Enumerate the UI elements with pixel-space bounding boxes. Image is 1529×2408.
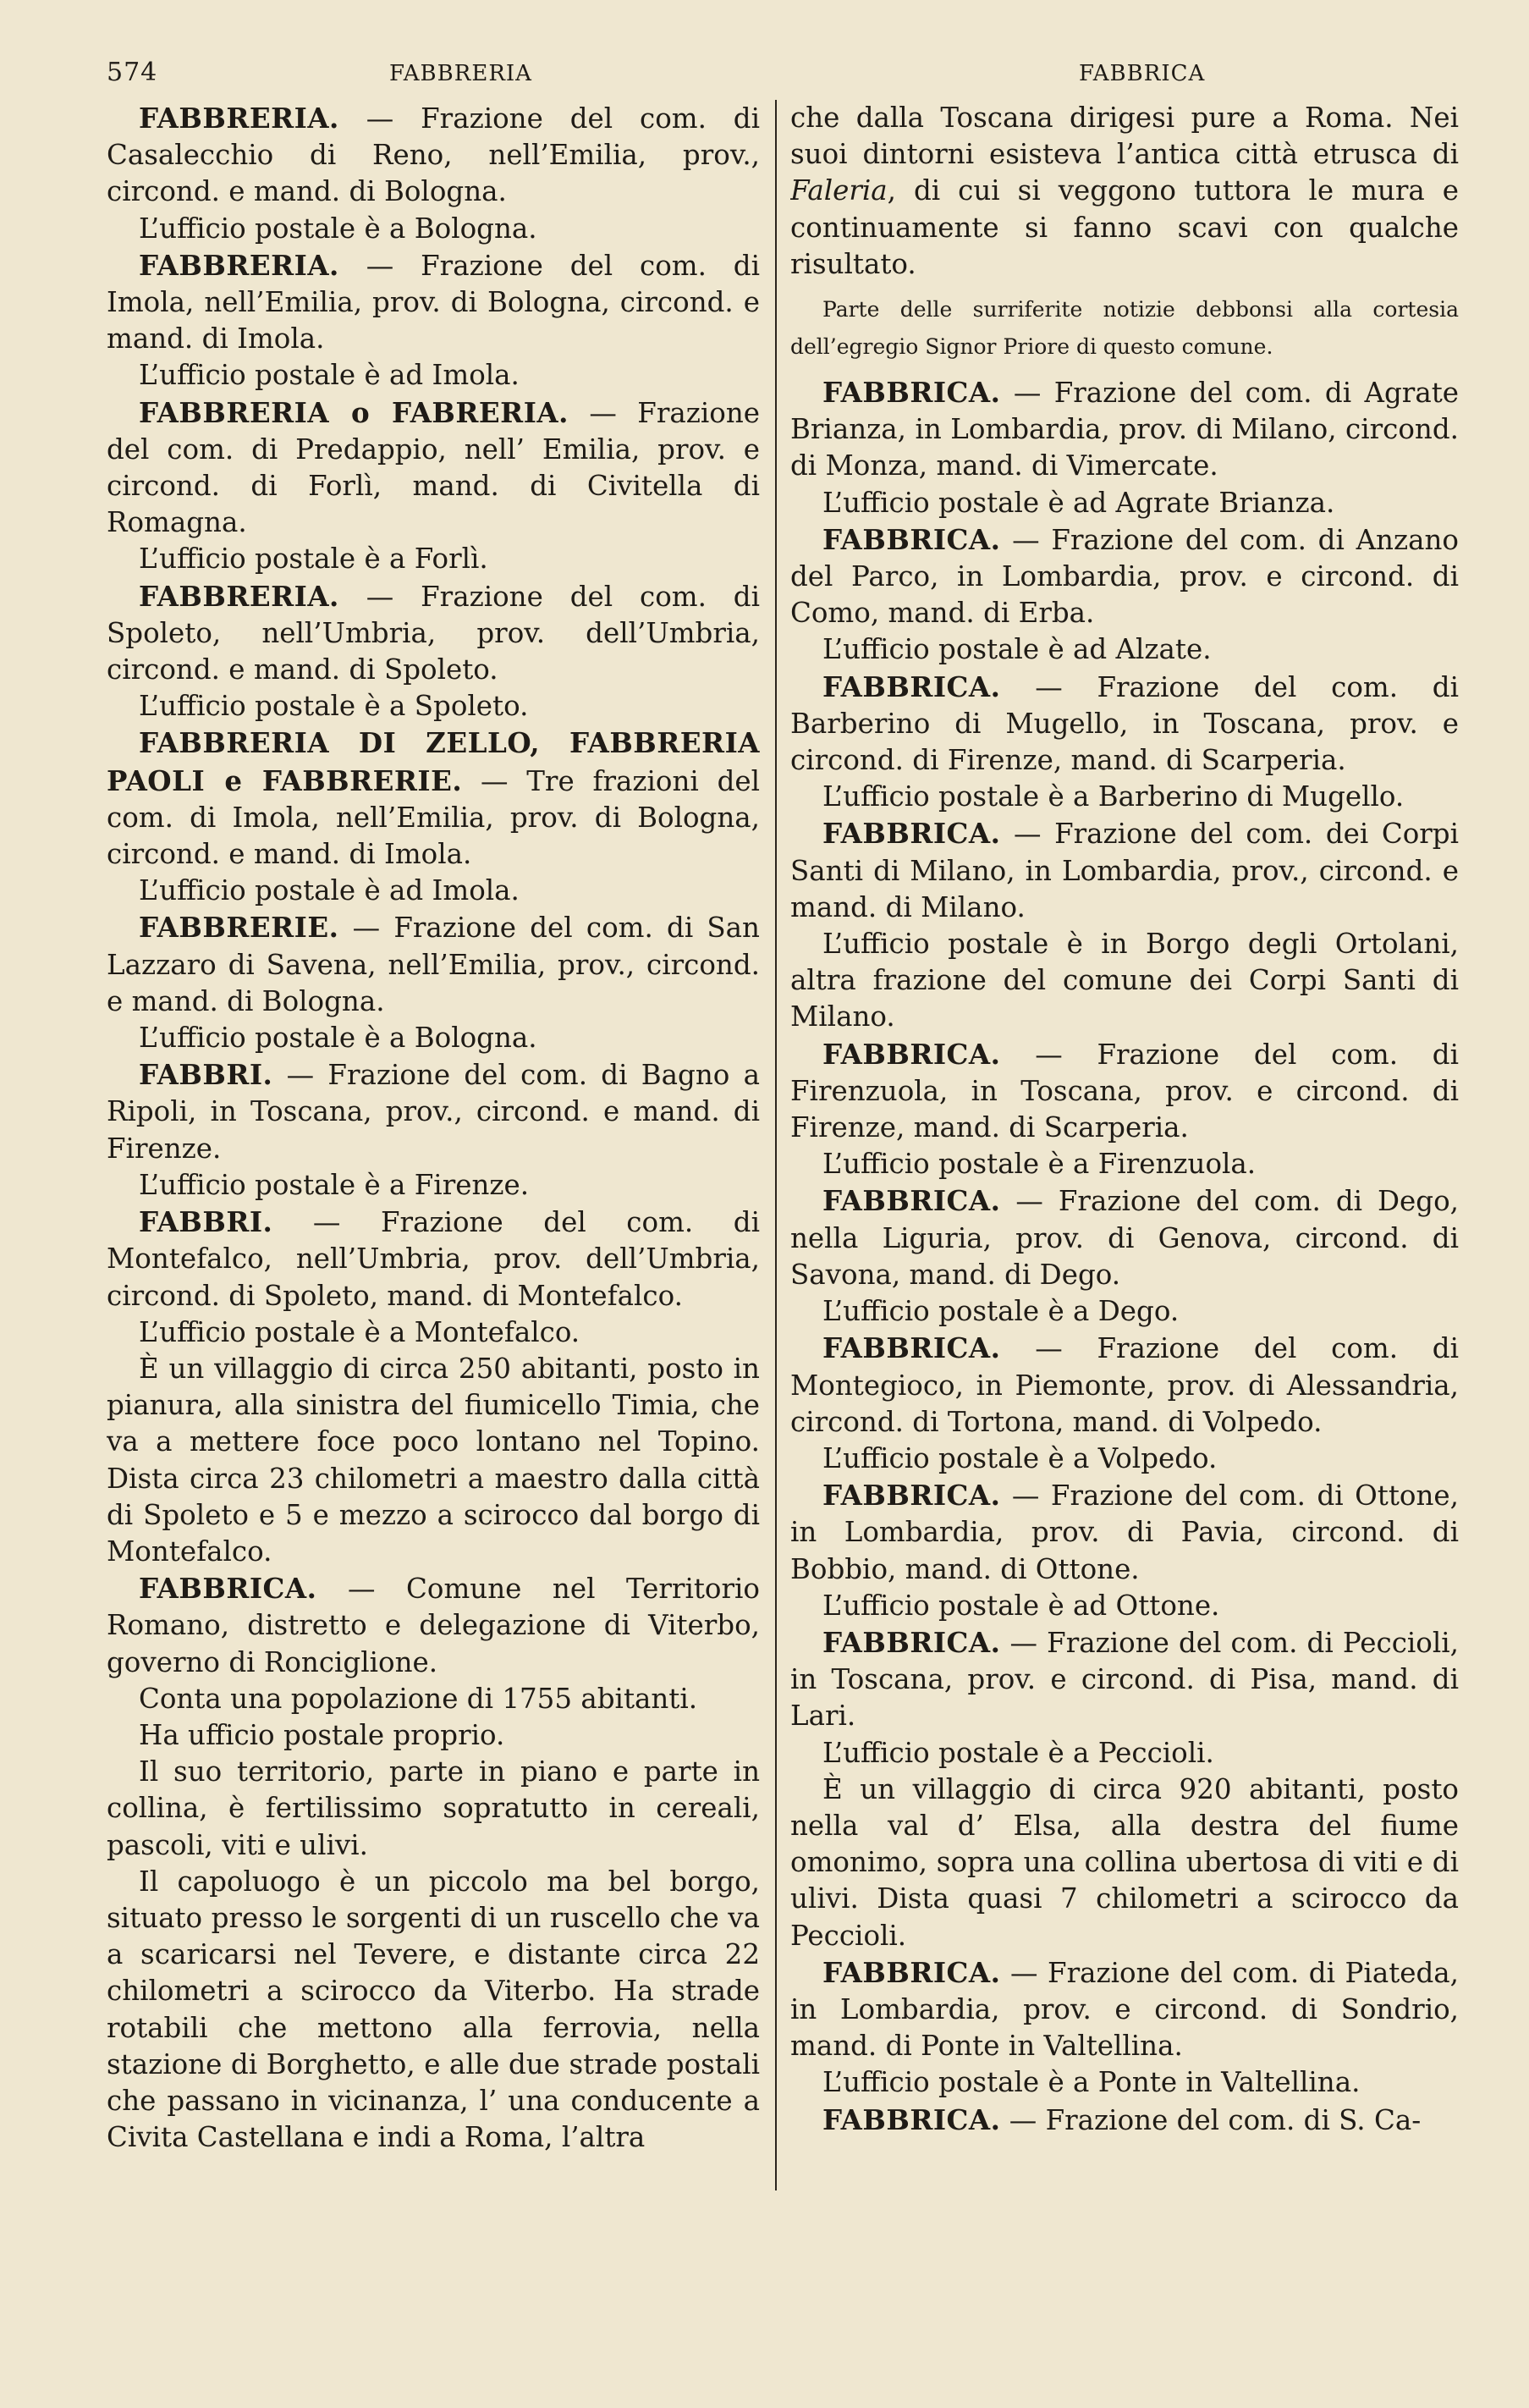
entry-paragraph (790, 1735, 1459, 1772)
entry-text: L’ufficio postale è ad Agrate Brianza. (822, 486, 1335, 519)
entry-headword: FABBRICA. (822, 1479, 1001, 1513)
entry-text: Ha ufficio postale proprio. (139, 1718, 505, 1751)
entry-text: — Frazione del com. di Casalecchio di Reno, nell’Emilia, prov., circond. e mand. di Bologna. (107, 102, 760, 208)
entry-paragraph (107, 541, 760, 577)
entry-text: — Frazione del com. di Predappio, nell’ Emilia, prov. e circond. di Forlì, mand. di Civitella di Romagna. (107, 396, 760, 539)
entry-text: L’ufficio postale è ad Ottone. (822, 1589, 1220, 1622)
entry (790, 374, 1459, 485)
entry-text: L’ufficio postale è a Firenzuola. (822, 1148, 1257, 1181)
entry-headword: FABBRERIE. (139, 911, 339, 945)
right-column (790, 100, 1459, 2190)
entry-headword: FABBRERIA DI ZELLO, FABBRERIA PAOLI e FABBRERIE. (107, 726, 760, 797)
entry-headword: FABBRERIA. (139, 579, 339, 613)
entry-headword: FABBRICA. (822, 522, 1001, 556)
entry-text: L’ufficio postale è a Volpedo. (822, 1441, 1218, 1474)
entry-headword: FABBRICA. (822, 2102, 1001, 2136)
entry-headword: FABBRICA. (822, 376, 1001, 410)
entry (107, 578, 760, 689)
entry-headword: FABBRERIA o FABRERIA. (139, 395, 569, 429)
entry-paragraph (790, 779, 1459, 815)
entry-text: Il suo territorio, parte in piano e parte in collina, è fertilissimo sopratutto in cereali, pascoli, viti e ulivi. (107, 1755, 760, 1861)
entry (790, 1954, 1459, 2065)
entry-paragraph (107, 1754, 760, 1864)
entry-text: L’ufficio postale è a Bologna. (139, 1022, 537, 1055)
entry-paragraph (790, 2064, 1459, 2101)
entry (790, 1477, 1459, 1588)
entry-headword: FABBRICA. (822, 1625, 1001, 1659)
right-running-head: FABBRICA (1079, 61, 1206, 86)
entry-text: L’ufficio postale è a Ponte in Valtellina. (822, 2066, 1361, 2099)
entry-text: È un villaggio di circa 920 abitanti, posto nella val d’ Elsa, alla destra del fiume omonimo, sopra una collina ubertosa di viti e di ulivi. Dista quasi 7 chilometri a scirocco da Peccioli. (790, 1772, 1459, 1952)
entry-text: — Frazione del com. di Barberino di Mugello, in Toscana, prov. e circond. di Firenze, mand. di Scarperia. (790, 670, 1459, 777)
entry-paragraph (790, 631, 1459, 668)
entry-paragraph (790, 485, 1459, 521)
entry (790, 521, 1459, 632)
entry (107, 394, 760, 542)
entry-text: — Frazione del com. di Firenzuola, in Toscana, prov. e circond. di Firenze, mand. di Scarperia. (790, 1038, 1459, 1144)
entry-paragraph (107, 1167, 760, 1204)
entry-text: L’ufficio postale è ad Imola. (139, 874, 520, 907)
entry (107, 1056, 760, 1167)
entry-headword: FABBRICA. (139, 1572, 317, 1606)
acknowledgement-note: Parte delle surriferite notizie debbonsi alla cortesia dell’egregio Signor Priore di questo comune. (790, 297, 1459, 360)
entry-text: — Tre frazioni del com. di Imola, nell’Emilia, prov. di Bologna, circond. e mand. di Imola. (107, 764, 760, 871)
entry-text: — Frazione del com. di Anzano del Parco, in Lombardia, prov. e circond. di Como, mand. di Erba. (790, 523, 1459, 630)
entry (790, 815, 1459, 926)
entry-text: — Frazione del com. di Imola, nell’Emilia, prov. di Bologna, circond. e mand. di Imola. (107, 249, 760, 355)
entry-text: L’ufficio postale è a Bologna. (139, 212, 537, 245)
entry-headword: FABBRICA. (822, 1955, 1001, 1989)
entry (790, 1624, 1459, 1735)
entry-paragraph (107, 1717, 760, 1754)
entry-text: Il capoluogo è un piccolo ma bel borgo, situato presso le sorgenti di un ruscello che va a scaricarsi nel Tevere, e distante circa 22 chilometri a scirocco da Viterbo. Ha strade rotabili che mettono alla ferrovia, nella stazione di Borghetto, e alle due strade postali che passano in vicinanza, l’ una conducente a Civita Castellana e indi a Roma, l’altra (107, 1865, 760, 2154)
entry-headword: FABBRICA. (822, 817, 1001, 851)
entry (107, 725, 760, 873)
entry-text: — Frazione del com. di San Lazzaro di Savena, nell’Emilia, prov., circond. e mand. di Bologna. (107, 912, 760, 1017)
entry-headword: FABBRI. (139, 1205, 273, 1239)
entry (790, 1182, 1459, 1293)
entry-headword: FABBRERIA. (139, 248, 339, 282)
entry-paragraph (790, 1146, 1459, 1182)
entry (790, 1330, 1459, 1441)
entry-text: — Frazione del com. di Agrate Brianza, in Lombardia, prov. di Milano, circond. di Monza, mand. di Vimercate. (790, 377, 1459, 482)
entry (790, 669, 1459, 780)
entry-text: L’ufficio postale è in Borgo degli Ortolani, altra frazione del comune dei Corpi Santi di Milano. (790, 928, 1459, 1033)
entry-text: — Frazione del com. di Spoleto, nell’Umbria, prov. dell’Umbria, circond. e mand. di Spoleto. (107, 580, 760, 686)
entry (107, 909, 760, 1020)
entry-text: L’ufficio postale è ad Alzate. (822, 633, 1212, 666)
entry-text: — Frazione del com. di Dego, nella Liguria, prov. di Genova, circond. di Savona, mand. di Dego. (790, 1185, 1459, 1291)
entry-text: — Frazione del com. di S. Ca- (1000, 2103, 1422, 2136)
entry-paragraph (107, 211, 760, 247)
entry-paragraph (107, 357, 760, 394)
entry-paragraph (107, 1314, 760, 1351)
entry-paragraph (107, 688, 760, 725)
entry-text: — Frazione del com. di Ottone, in Lombardia, prov. di Pavia, circond. di Bobbio, mand. di Ottone. (790, 1480, 1459, 1585)
entry-paragraph (107, 873, 760, 909)
entry-text: — Frazione del com. di Montefalco, nell’Umbria, prov. dell’Umbria, circond. di Spoleto, mand. di Montefalco. (107, 1206, 760, 1312)
entry-paragraph (790, 926, 1459, 1036)
entry-text: — Frazione del com. di Piateda, in Lombardia, prov. e circond. di Sondrio, mand. di Ponte in Valtellina. (790, 1956, 1459, 2063)
right-entries (790, 374, 1459, 2139)
left-running-head: FABBRERIA (389, 61, 532, 86)
entry-text: — Frazione del com. di Peccioli, in Toscana, prov. e circond. di Pisa, mand. di Lari. (790, 1626, 1459, 1733)
entry (790, 2102, 1459, 2139)
entry-paragraph (107, 1351, 760, 1570)
entry-text: L’ufficio postale è a Forlì. (139, 543, 488, 576)
entry (107, 1570, 760, 1681)
entry-paragraph (107, 1020, 760, 1056)
entry-headword: FABBRICA. (822, 1184, 1001, 1218)
entry-text: — Frazione del com. di Montegioco, in Piemonte, prov. di Alessandria, circond. di Tortona, mand. di Volpedo. (790, 1332, 1459, 1438)
entry-paragraph (790, 1772, 1459, 1954)
place-name-italic: Faleria (790, 174, 888, 207)
entry-headword: FABBRERIA. (139, 102, 339, 135)
entry-headword: FABBRI. (139, 1058, 273, 1092)
entry-headword: FABBRICA. (822, 1037, 1001, 1071)
entry (107, 1204, 760, 1314)
entry-paragraph (790, 1588, 1459, 1624)
continued-paragraph: che dalla Toscana dirigesi pure a Roma. Nei suoi dintorni esisteva l’antica città etrusca di Faleria, di cui si veggono tuttora le mura e continuamente si fanno scavi con qualche risultato. (790, 102, 1459, 280)
entry-text: È un villaggio di circa 250 abitanti, posto in pianura, alla sinistra del fiumicello Timia, che va a mettere foce poco lontano nel Topino. Dista circa 23 chilometri a maestro dalla città di Spoleto e 5 e mezzo a scirocco dal borgo di Montefalco. (107, 1352, 760, 1568)
entry-paragraph (790, 1441, 1459, 1477)
page-header (0, 58, 1529, 98)
entry-text: L’ufficio postale è a Peccioli. (822, 1736, 1214, 1769)
entry-text: L’ufficio postale è a Firenze. (139, 1168, 530, 1201)
entry-text: — Comune nel Territorio Romano, distretto e delegazione di Viterbo, governo di Ronciglione. (107, 1573, 760, 1678)
entry (790, 1036, 1459, 1147)
entry-paragraph (790, 1293, 1459, 1330)
entry-text: Conta una popolazione di 1755 abitanti. (139, 1682, 698, 1715)
entry-text: L’ufficio postale è ad Imola. (139, 359, 520, 392)
entry (107, 100, 760, 211)
entry-text: L’ufficio postale è a Dego. (822, 1295, 1180, 1328)
page-number: 574 (107, 58, 158, 87)
column-divider (775, 100, 777, 2190)
entry-text: L’ufficio postale è a Montefalco. (139, 1315, 580, 1348)
entry (107, 247, 760, 358)
left-column (107, 100, 760, 2190)
entry-text: L’ufficio postale è a Barberino di Mugello. (822, 780, 1405, 813)
entry-headword: FABBRICA. (822, 1331, 1001, 1365)
entry-text: — Frazione del com. dei Corpi Santi di Milano, in Lombardia, prov., circond. e mand. di Milano. (790, 818, 1459, 923)
entry-headword: FABBRICA. (822, 670, 1001, 703)
entry-text: L’ufficio postale è a Spoleto. (139, 690, 529, 723)
entry-text: — Frazione del com. di Bagno a Ripoli, in Toscana, prov., circond. e mand. di Firenze. (107, 1059, 760, 1165)
entry-paragraph (107, 1864, 760, 2157)
entry-paragraph (107, 1681, 760, 1717)
